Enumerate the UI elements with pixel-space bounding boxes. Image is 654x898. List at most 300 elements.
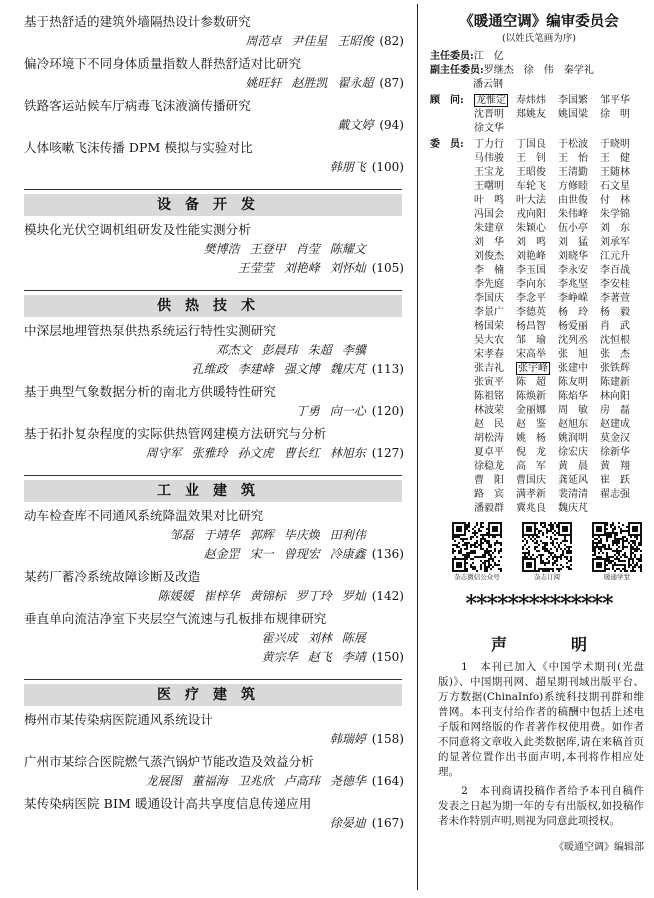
committee-member <box>474 94 515 108</box>
member-name: 倪 龙 <box>516 447 546 458</box>
author-line <box>24 32 404 51</box>
member-name: 张宇峰 <box>518 363 548 374</box>
member-name: 杨国荣 <box>474 321 504 332</box>
committee-member <box>474 152 515 166</box>
author-name: 尹佳星 <box>291 34 328 48</box>
committee-member <box>516 362 557 376</box>
statement-title: 声 明 <box>490 635 611 654</box>
author-name: 韩瑞婷 <box>329 732 366 746</box>
member-name: 王 健 <box>600 153 630 164</box>
member-name: 夏卓平 <box>474 447 504 458</box>
committee-member <box>600 474 641 488</box>
qr-code <box>448 522 506 582</box>
committee-member <box>558 236 599 250</box>
member-name: 姚 杨 <box>516 433 546 444</box>
committee-member <box>558 180 599 194</box>
member-name: 徐 明 <box>600 109 630 120</box>
member-name: 金丽娜 <box>516 405 546 416</box>
author-name: 于靖华 <box>203 528 240 542</box>
committee-member <box>474 138 515 152</box>
member-name: 伍小亭 <box>558 223 588 234</box>
committee-member <box>516 208 557 222</box>
committee-member <box>558 194 599 208</box>
committee-member <box>558 250 599 264</box>
author-name: 徐晏迪 <box>329 816 366 830</box>
toc-entry[interactable] <box>0 12 410 51</box>
committee-member <box>558 376 599 390</box>
section-rule <box>24 679 402 680</box>
member-name: 张 旭 <box>558 349 588 360</box>
member-name: 曹国庆 <box>516 475 546 486</box>
member-name: 于松波 <box>558 139 588 150</box>
article-title[interactable]: 梅州市某传染病医院通风系统设计 <box>24 712 214 727</box>
committee-title: 《暖通空调》编审委员会 <box>459 13 619 30</box>
toc-entry[interactable] <box>0 382 410 421</box>
committee-member <box>516 390 557 404</box>
member-name: 李 楠 <box>474 265 504 276</box>
committee-member <box>558 278 599 292</box>
member-name: 沈列丞 <box>558 335 588 346</box>
author-line <box>24 730 404 749</box>
members-block <box>430 138 652 516</box>
qr-code-icon <box>452 522 502 572</box>
member-name: 叶 鸣 <box>474 195 504 206</box>
article-title[interactable]: 模块化光伏空调机组研发及性能实测分析 <box>24 222 251 237</box>
advisors-label: 顾 问: <box>430 95 464 106</box>
committee-member <box>516 292 557 306</box>
member-name: 黄 晨 <box>558 461 588 472</box>
committee-member <box>474 488 515 502</box>
committee-member <box>474 108 515 122</box>
author-name: 卢高玮 <box>283 774 320 788</box>
committee-member <box>474 432 515 446</box>
member-name: 莫金汉 <box>600 433 630 444</box>
committee-member <box>516 446 557 460</box>
author-name: 韩朋飞 <box>329 160 366 174</box>
toc-section <box>0 290 410 463</box>
committee-member <box>474 278 515 292</box>
toc-section <box>0 0 410 177</box>
committee-member <box>474 390 515 404</box>
committee-member <box>474 334 515 348</box>
member-name: 朱伟峰 <box>558 209 588 220</box>
committee-member <box>558 418 599 432</box>
author-name: 刘怀灿 <box>329 261 366 275</box>
member-name: 沈恒根 <box>600 335 630 346</box>
author-name: 黄锦标 <box>249 589 286 603</box>
toc-entry[interactable] <box>0 321 410 379</box>
qr-code <box>518 522 576 582</box>
director-line: 主任委员:江 亿 <box>430 51 504 62</box>
toc-entry[interactable] <box>0 609 410 667</box>
member-name: 李国繁 <box>558 95 588 106</box>
article-title[interactable]: 某药厂蓄冷系统故障诊断及改造 <box>24 569 201 584</box>
author-name: 黄宗华 <box>261 650 298 664</box>
committee-member <box>516 306 557 320</box>
section-rule <box>24 189 402 190</box>
committee-member <box>600 236 641 250</box>
author-line <box>24 341 404 360</box>
committee-member <box>516 474 557 488</box>
member-name: 戎向阳 <box>516 209 546 220</box>
committee-panel <box>426 0 652 898</box>
member-name: 姚润明 <box>558 433 588 444</box>
committee-member <box>558 208 599 222</box>
author-name: 冷康鑫 <box>329 547 366 561</box>
committee-member <box>558 502 599 516</box>
author-name: 周范卓 <box>245 34 282 48</box>
author-name: 朱超 <box>307 343 332 357</box>
qr-code-icon <box>592 522 642 572</box>
member-name: 李安桂 <box>600 279 630 290</box>
qr-code <box>588 522 646 582</box>
member-name: 李百战 <box>600 265 630 276</box>
committee-member <box>600 264 641 278</box>
committee-member <box>516 404 557 418</box>
member-name: 刘 华 <box>474 237 504 248</box>
committee-member <box>600 320 641 334</box>
member-name: 郑姚友 <box>516 109 546 120</box>
committee-member <box>558 166 599 180</box>
committee-member <box>474 292 515 306</box>
committee-member <box>600 446 641 460</box>
author-line <box>24 444 404 463</box>
committee-member <box>558 334 599 348</box>
author-name: 曹长红 <box>283 446 320 460</box>
member-name: 冀兆良 <box>516 503 546 514</box>
committee-member <box>558 152 599 166</box>
author-name: 董福海 <box>191 774 228 788</box>
committee-member <box>558 404 599 418</box>
committee-member <box>474 166 515 180</box>
toc-entry[interactable] <box>0 710 410 749</box>
committee-member <box>558 306 599 320</box>
committee-member <box>600 418 641 432</box>
committee-member <box>516 264 557 278</box>
committee-member <box>516 108 557 122</box>
author-name: 田利伟 <box>329 528 366 542</box>
member-name: 邹平华 <box>600 95 630 106</box>
author-name: 罗丁玲 <box>295 589 332 603</box>
article-title[interactable]: 垂直单向流洁净室下夹层空气流速与孔板排布规律研究 <box>24 611 327 626</box>
section-heading: 工业建筑 <box>24 480 402 502</box>
committee-member <box>600 278 641 292</box>
committee-member <box>474 320 515 334</box>
committee-member <box>516 320 557 334</box>
committee-member <box>600 138 641 152</box>
member-name: 车轮飞 <box>516 181 546 192</box>
committee-member <box>474 362 515 376</box>
page-number: (158) <box>371 732 404 746</box>
page-number: (120) <box>371 404 404 418</box>
member-name: 李念平 <box>516 293 546 304</box>
article-title[interactable]: 基于典型气象数据分析的南北方供暖特性研究 <box>24 384 277 399</box>
committee-member <box>474 348 515 362</box>
committee-member <box>474 122 515 136</box>
committee-member <box>600 362 641 376</box>
member-name: 路 宾 <box>474 489 504 500</box>
page-number: (142) <box>371 589 404 603</box>
committee-member <box>558 362 599 376</box>
committee-member <box>600 292 641 306</box>
author-line <box>24 402 404 421</box>
author-name: 周守军 <box>145 446 182 460</box>
committee-member <box>474 474 515 488</box>
article-title[interactable]: 广州市某综合医院燃气蒸汽锅炉节能改造及效益分析 <box>24 754 314 769</box>
page-number: (150) <box>371 650 404 664</box>
author-name: 邓杰文 <box>215 343 252 357</box>
committee-member <box>558 138 599 152</box>
toc-entry[interactable] <box>0 752 410 791</box>
qr-code-icon <box>522 522 572 572</box>
member-name: 江元升 <box>600 251 630 262</box>
page-number: (82) <box>379 34 404 48</box>
qr-caption: 杂志订阅 <box>534 573 560 581</box>
author-name: 李骥 <box>341 343 366 357</box>
member-name: 姚国梁 <box>558 109 588 120</box>
article-title[interactable]: 人体咳嗽飞沫传播 DPM 模拟与实验对比 <box>24 140 253 155</box>
committee-member <box>600 222 641 236</box>
author-name: 赵飞 <box>307 650 332 664</box>
vice-line-2: 潘云钢 <box>473 79 503 90</box>
member-name: 裴清清 <box>558 489 588 500</box>
section-rule <box>24 290 402 291</box>
member-name: 龙惟定 <box>476 95 506 106</box>
committee-member <box>600 404 641 418</box>
committee-member <box>516 152 557 166</box>
member-name: 杨 毅 <box>600 307 630 318</box>
member-name: 赵 鉴 <box>516 419 546 430</box>
member-name: 杨 玲 <box>558 307 588 318</box>
committee-member <box>600 488 641 502</box>
committee-member <box>516 222 557 236</box>
toc-entry[interactable] <box>0 54 410 93</box>
member-name: 王 怡 <box>558 153 588 164</box>
member-name: 叶大法 <box>516 195 546 206</box>
director-name: 江 亿 <box>473 51 504 62</box>
author-name: 翟永超 <box>337 76 374 90</box>
member-name: 王随林 <box>600 167 630 178</box>
toc-entry[interactable] <box>0 220 410 278</box>
committee-member <box>474 236 515 250</box>
committee-member <box>558 222 599 236</box>
member-name: 陈祖铭 <box>474 391 504 402</box>
author-name: 王登甲 <box>249 242 286 256</box>
article-title[interactable]: 基于拓扑复杂程度的实际供热管网建模方法研究与分析 <box>24 426 327 441</box>
committee-member <box>516 460 557 474</box>
committee-member <box>474 264 515 278</box>
member-name: 魏庆芃 <box>558 503 588 514</box>
committee-subtitle: (以姓氏笔画为序) <box>502 33 576 44</box>
member-name: 王宝龙 <box>474 167 504 178</box>
article-title[interactable]: 铁路客运站候车厅病毒飞沫液滴传播研究 <box>24 98 251 113</box>
committee-member <box>516 166 557 180</box>
author-name: 彭晨玮 <box>261 343 298 357</box>
member-name: 李著萱 <box>600 293 630 304</box>
committee-member <box>474 502 515 516</box>
committee-member <box>558 94 599 108</box>
committee-member <box>474 180 515 194</box>
committee-member <box>516 348 557 362</box>
page-number: (164) <box>371 774 404 788</box>
toc-entry[interactable] <box>0 138 410 177</box>
column-divider <box>417 4 418 890</box>
author-name: 郭辉 <box>249 528 274 542</box>
page-number: (87) <box>379 76 404 90</box>
committee-member <box>516 180 557 194</box>
author-line <box>24 587 404 606</box>
member-name: 翟志强 <box>600 489 630 500</box>
author-name: 曾现宏 <box>283 547 320 561</box>
committee-member <box>516 488 557 502</box>
committee-member <box>516 418 557 432</box>
committee-member <box>558 348 599 362</box>
committee-member <box>474 460 515 474</box>
member-name: 赵旭东 <box>558 419 588 430</box>
member-name: 周 敏 <box>558 405 588 416</box>
member-name: 徐文华 <box>474 123 504 134</box>
author-name: 霍兴成 <box>261 631 298 645</box>
committee-member <box>474 222 515 236</box>
committee-member <box>516 432 557 446</box>
member-name: 刘 鸣 <box>516 237 546 248</box>
member-name: 林向阳 <box>600 391 630 402</box>
toc-entry[interactable] <box>0 506 410 564</box>
author-name: 宋一 <box>249 547 274 561</box>
author-name: 姚旺轩 <box>245 76 282 90</box>
member-name: 张吉礼 <box>474 363 504 374</box>
member-name: 李国庆 <box>474 293 504 304</box>
author-name: 崔梓华 <box>203 589 240 603</box>
article-title[interactable]: 某传染病医院 BIM 暖通设计高共享度信息传递应用 <box>24 796 312 811</box>
member-name: 陈建新 <box>600 377 630 388</box>
committee-member <box>558 264 599 278</box>
author-line <box>24 814 404 833</box>
member-name: 付 林 <box>600 195 630 206</box>
member-name: 张寅平 <box>474 377 504 388</box>
statement-signature: 《暖通空调》编辑部 <box>554 842 644 853</box>
committee-member <box>474 446 515 460</box>
toc-entry[interactable] <box>0 96 410 135</box>
author-line <box>24 240 404 259</box>
committee-member <box>558 292 599 306</box>
section-heading: 医疗建筑 <box>24 684 402 706</box>
member-name: 黄 翔 <box>600 461 630 472</box>
author-name: 卫兆欣 <box>237 774 274 788</box>
committee-member <box>600 208 641 222</box>
toc-entry[interactable] <box>0 424 410 463</box>
member-name: 王清勤 <box>558 167 588 178</box>
committee-member <box>600 306 641 320</box>
committee-member <box>558 432 599 446</box>
section-heading: 供热技术 <box>24 295 402 317</box>
committee-member <box>516 138 557 152</box>
author-name: 龙展图 <box>145 774 182 788</box>
author-name: 樊博浩 <box>203 242 240 256</box>
author-name: 刘艳峰 <box>283 261 320 275</box>
committee-member <box>558 488 599 502</box>
author-line <box>24 116 404 135</box>
member-name: 李德英 <box>516 307 546 318</box>
page-number: (100) <box>371 160 404 174</box>
member-name: 李景广 <box>474 307 504 318</box>
author-name: 张雅玲 <box>191 446 228 460</box>
toc-entry[interactable] <box>0 567 410 606</box>
author-name: 陈展 <box>341 631 366 645</box>
member-name: 方修睦 <box>558 181 588 192</box>
member-name: 王曙明 <box>474 181 504 192</box>
committee-member <box>600 460 641 474</box>
member-name: 赵建成 <box>600 419 630 430</box>
committee-member <box>558 320 599 334</box>
statement-paragraph-1: 1 本刊已加入《中国学术期刊(光盘版)》、中国期刊网、超星期刊域出版平台、万方数据(ChinaInfo)系统科技期刊群和维普网。本刊支付给作者的稿酬中包括上述电子版和网络版的作者著作权使用费。如作者不同意将文章收入此类数据库,请在来稿首页的显著位置作出书面声明,本刊将作相应处理。 <box>438 661 644 778</box>
committee-member <box>558 474 599 488</box>
toc-section <box>0 679 410 833</box>
article-title[interactable]: 偏冷环境下不同身体质量指数人群热舒适对比研究 <box>24 56 302 71</box>
committee-member <box>474 376 515 390</box>
member-name: 王 钊 <box>516 153 546 164</box>
article-title[interactable]: 动车检查库不同通风系统降温效果对比研究 <box>24 508 264 523</box>
author-name: 向一心 <box>329 404 366 418</box>
author-line <box>24 526 404 545</box>
member-name: 杨爱丽 <box>558 321 588 332</box>
author-name: 陈耀文 <box>329 242 366 256</box>
member-name: 朱学锦 <box>600 209 630 220</box>
author-line <box>24 158 404 177</box>
article-title[interactable]: 中深层地埋管热泵供热系统运行特性实测研究 <box>24 323 277 338</box>
member-name: 朱建章 <box>474 223 504 234</box>
committee-member <box>600 334 641 348</box>
statement-paragraph-2: 2 本刊商请投稿作者给予本刊自稿件发表之日起为期一年的专有出版权,如投稿作者未作特别声明,则视为同意此项授权。 <box>438 785 644 827</box>
member-name: 宋孝春 <box>474 349 504 360</box>
member-name: 于晓明 <box>600 139 630 150</box>
member-name: 胡松涛 <box>474 433 504 444</box>
member-name: 刘承军 <box>600 237 630 248</box>
author-name: 李靖 <box>341 650 366 664</box>
vice-names: 罗继杰 徐 伟 秦学礼 <box>483 65 594 76</box>
author-line <box>24 259 404 278</box>
committee-member <box>516 376 557 390</box>
committee-member <box>516 250 557 264</box>
page-number: (94) <box>379 118 404 132</box>
author-name: 王莹莹 <box>237 261 274 275</box>
member-name: 王昭俊 <box>516 167 546 178</box>
member-name: 石文星 <box>600 181 630 192</box>
author-line <box>24 360 404 379</box>
author-name: 赵胜凯 <box>291 76 328 90</box>
member-name: 潘毅群 <box>474 503 504 514</box>
member-name: 寿炜炜 <box>516 95 546 106</box>
member-name: 陈友明 <box>558 377 588 388</box>
author-name: 丁勇 <box>295 404 320 418</box>
member-name: 高 军 <box>516 461 546 472</box>
toc-entry[interactable] <box>0 794 410 833</box>
committee-member <box>474 306 515 320</box>
committee-member <box>600 390 641 404</box>
member-name: 邹 瑜 <box>516 335 546 346</box>
member-name: 赵 民 <box>474 419 504 430</box>
author-name: 李建峰 <box>237 362 274 376</box>
author-name: 强文博 <box>283 362 320 376</box>
member-name: 张建中 <box>558 363 588 374</box>
page-number: (136) <box>371 547 404 561</box>
member-name: 沈晋明 <box>474 109 504 120</box>
member-name: 李兆坚 <box>558 279 588 290</box>
author-line <box>24 772 404 791</box>
author-line <box>24 74 404 93</box>
member-name: 丁国良 <box>516 139 546 150</box>
article-title[interactable]: 基于热舒适的建筑外墙隔热设计参数研究 <box>24 14 251 29</box>
